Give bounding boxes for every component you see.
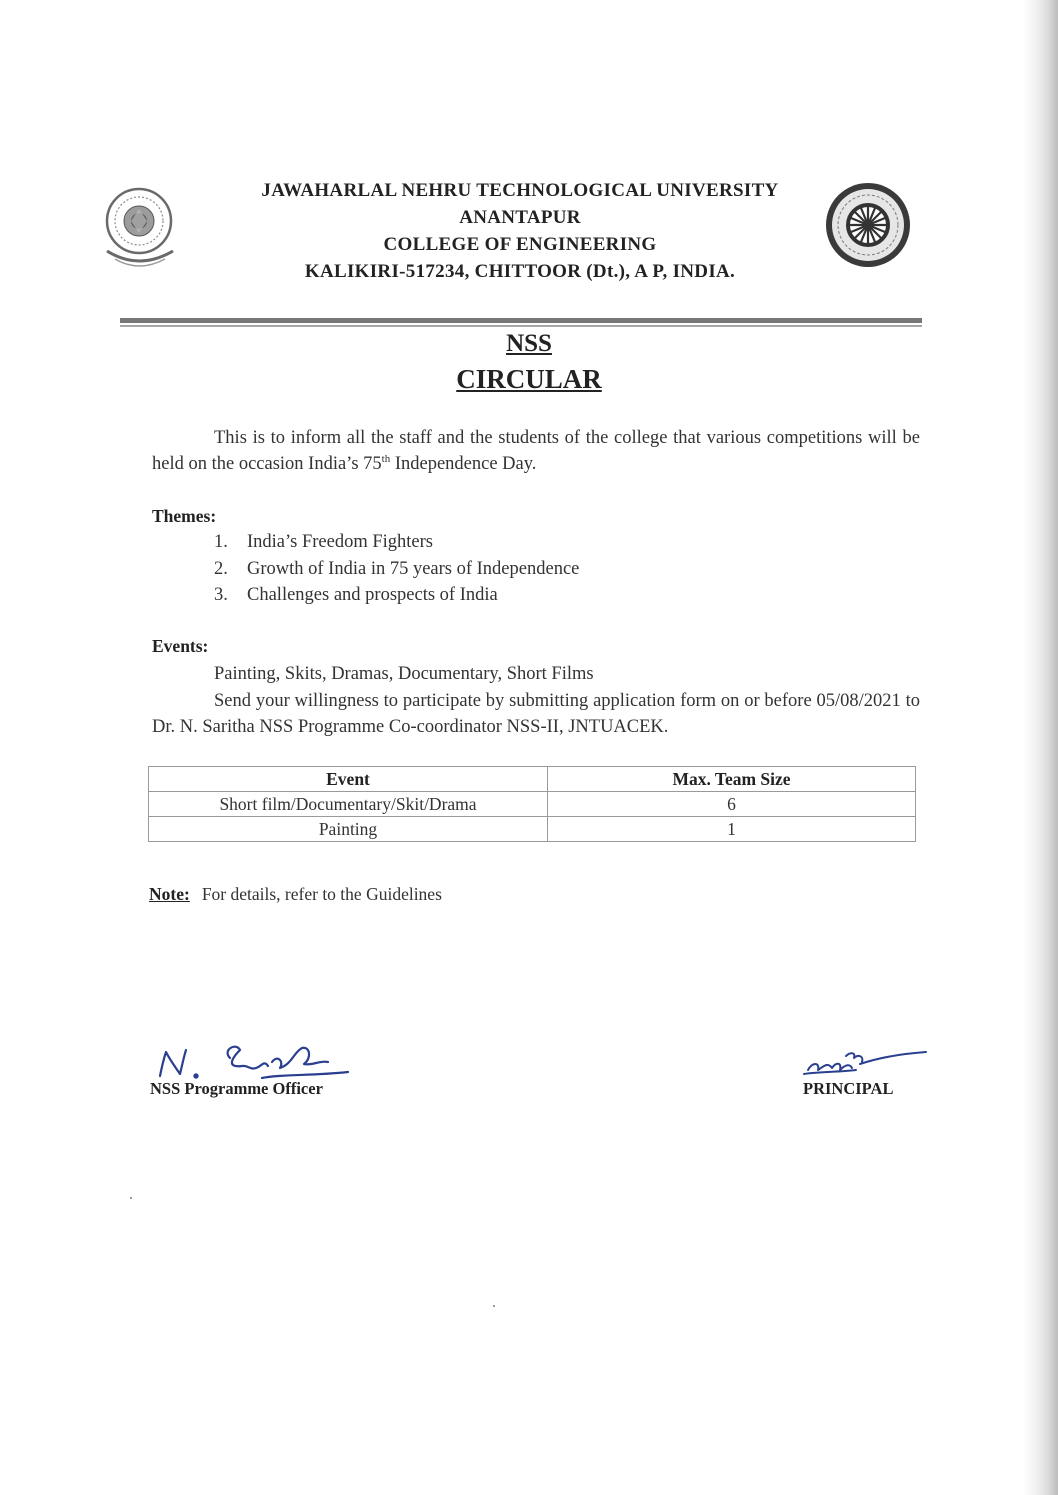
list-text: India’s Freedom Fighters [247,532,434,552]
list-item [214,582,579,609]
college-name: COLLEGE OF ENGINEERING [383,234,657,255]
programme-officer-title: NSS Programme Officer [150,1079,323,1098]
title-nss: NSS [506,330,552,357]
events-heading: Events: [152,636,209,656]
university-name: JAWAHARLAL NEHRU TECHNOLOGICAL UNIVERSITY [261,180,779,201]
scan-speck [130,1197,132,1199]
scan-edge-shadow [1022,0,1058,1495]
list-text: Challenges and prospects of India [247,585,498,605]
list-number: 2. [214,558,228,579]
list-text: Growth of India in 75 years of Independence [247,558,580,579]
programme-officer-signature [152,1032,352,1082]
header-divider-thick [120,318,922,323]
table-cell: 1 [548,817,916,842]
themes-heading: Themes: [152,506,217,526]
intro-paragraph [152,425,920,477]
table-row [149,792,916,817]
intro-text: This is to inform all the staff and the students of the college that various competitions will be held on the occasion India’s 75 [152,428,920,474]
team-size-table [148,766,916,842]
title-circular: CIRCULAR [456,364,602,394]
chakra-emblem-icon [822,180,914,270]
table-header-row [149,767,916,792]
letterhead [220,177,820,285]
table-header-event: Event [149,767,548,792]
table-cell: 6 [548,792,916,817]
intro-text-end: Independence Day. [390,454,537,474]
principal-signature [798,1044,930,1080]
university-seal-icon [101,181,179,271]
table-row [149,817,916,842]
list-item [214,556,579,583]
scan-speck [493,1305,495,1307]
list-number: 1. [214,532,228,552]
note [149,884,442,905]
principal-title: PRINCIPAL [803,1079,894,1098]
themes-list [214,529,579,609]
submission-instructions: Send your willingness to participate by submitting application form on or before 05/08/2021 to Dr. N. Saritha NSS Programme Co-coordinator NSS-II, JNTUACEK. [152,691,920,737]
table-cell: Short film/Documentary/Skit/Drama [149,792,548,817]
header-divider-thin [120,325,922,327]
college-address: KALIKIRI-517234, CHITTOOR (Dt.), A P, INDIA. [304,261,736,282]
list-number: 3. [214,585,228,605]
list-item [214,529,579,556]
events-list: Painting, Skits, Dramas, Documentary, Short Films [214,664,594,684]
note-label: Note: [149,884,190,904]
intro-superscript: th [381,452,391,465]
university-city: ANANTAPUR [459,207,581,228]
table-cell: Painting [149,817,548,842]
note-text: For details, refer to the Guidelines [201,884,442,904]
table-header-team-size: Max. Team Size [548,767,916,792]
